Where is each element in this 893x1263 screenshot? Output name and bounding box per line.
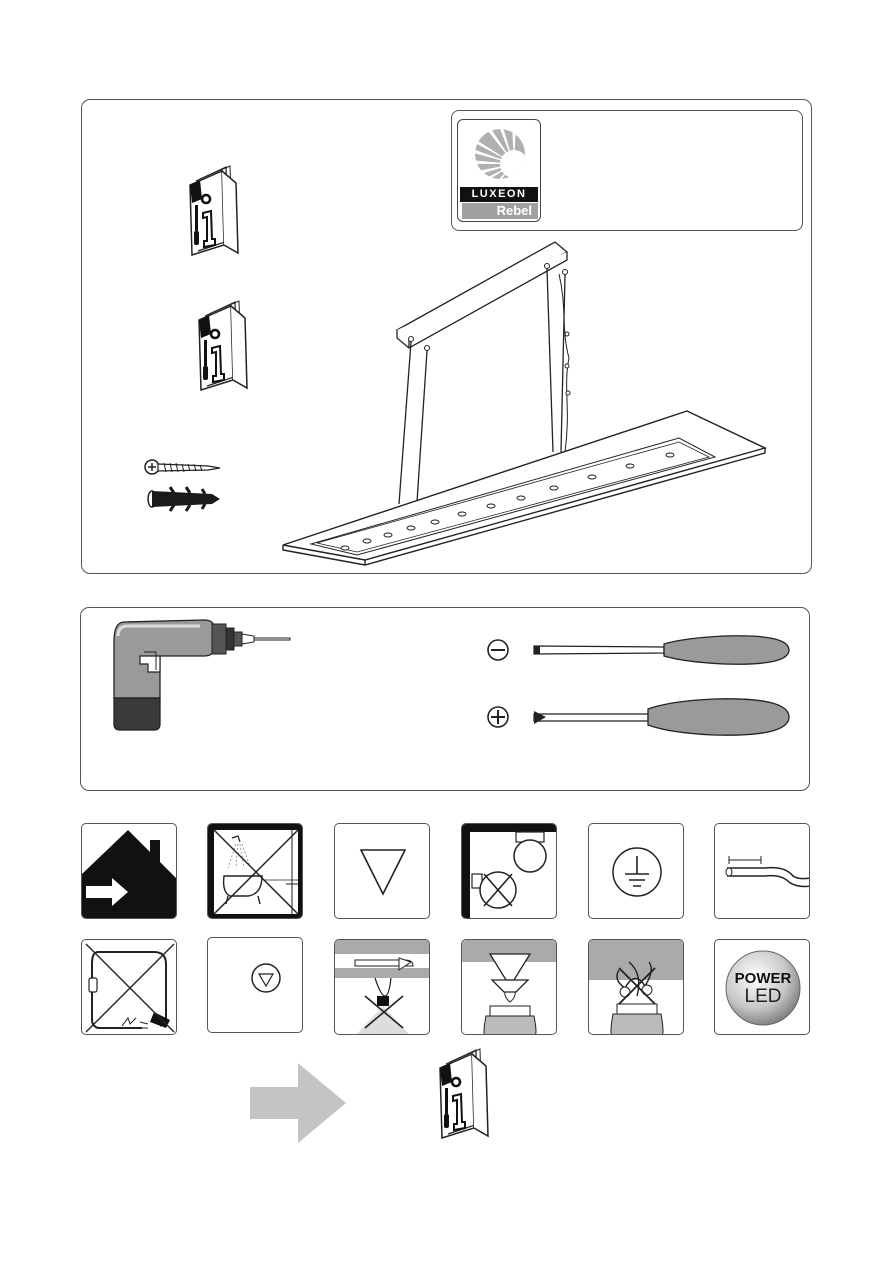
- luxeon-model-label: Rebel: [462, 203, 538, 219]
- power-led-icon: [714, 939, 810, 1035]
- arrow-right-icon: [250, 1063, 350, 1143]
- manual-book-icon-2: [195, 300, 251, 392]
- flat-screwdriver-icon: [484, 628, 794, 674]
- drill-icon: [104, 612, 298, 736]
- earth-ground-icon: [588, 823, 684, 919]
- power-led-label-1: POWER: [734, 970, 792, 987]
- manual-book-icon: [186, 165, 242, 257]
- safety-triangle-icon: [334, 823, 430, 919]
- no-tangled-wires-icon: [588, 939, 684, 1035]
- luxeon-brand-label: LUXEON: [460, 187, 538, 202]
- power-led-label-2: LED: [744, 986, 782, 1007]
- bathroom-zone-icon: [207, 823, 303, 919]
- pendant-lamp-illustration: [275, 238, 775, 568]
- manual-book-icon-3: [436, 1048, 492, 1140]
- cable-strip-icon: [714, 823, 810, 919]
- no-cable-heat-icon: [334, 939, 430, 1035]
- lamp-distance-icon: [461, 823, 557, 919]
- correct-wiring-icon: [461, 939, 557, 1035]
- phillips-screwdriver-icon: [484, 695, 794, 741]
- wall-plug-icon: [140, 483, 224, 515]
- luxeon-logo-icon: [474, 126, 526, 182]
- indoor-use-icon: [81, 823, 177, 919]
- dimmable-icon: [207, 937, 303, 1033]
- no-plug-connection-icon: [81, 939, 177, 1035]
- luxeon-logo: [457, 119, 541, 222]
